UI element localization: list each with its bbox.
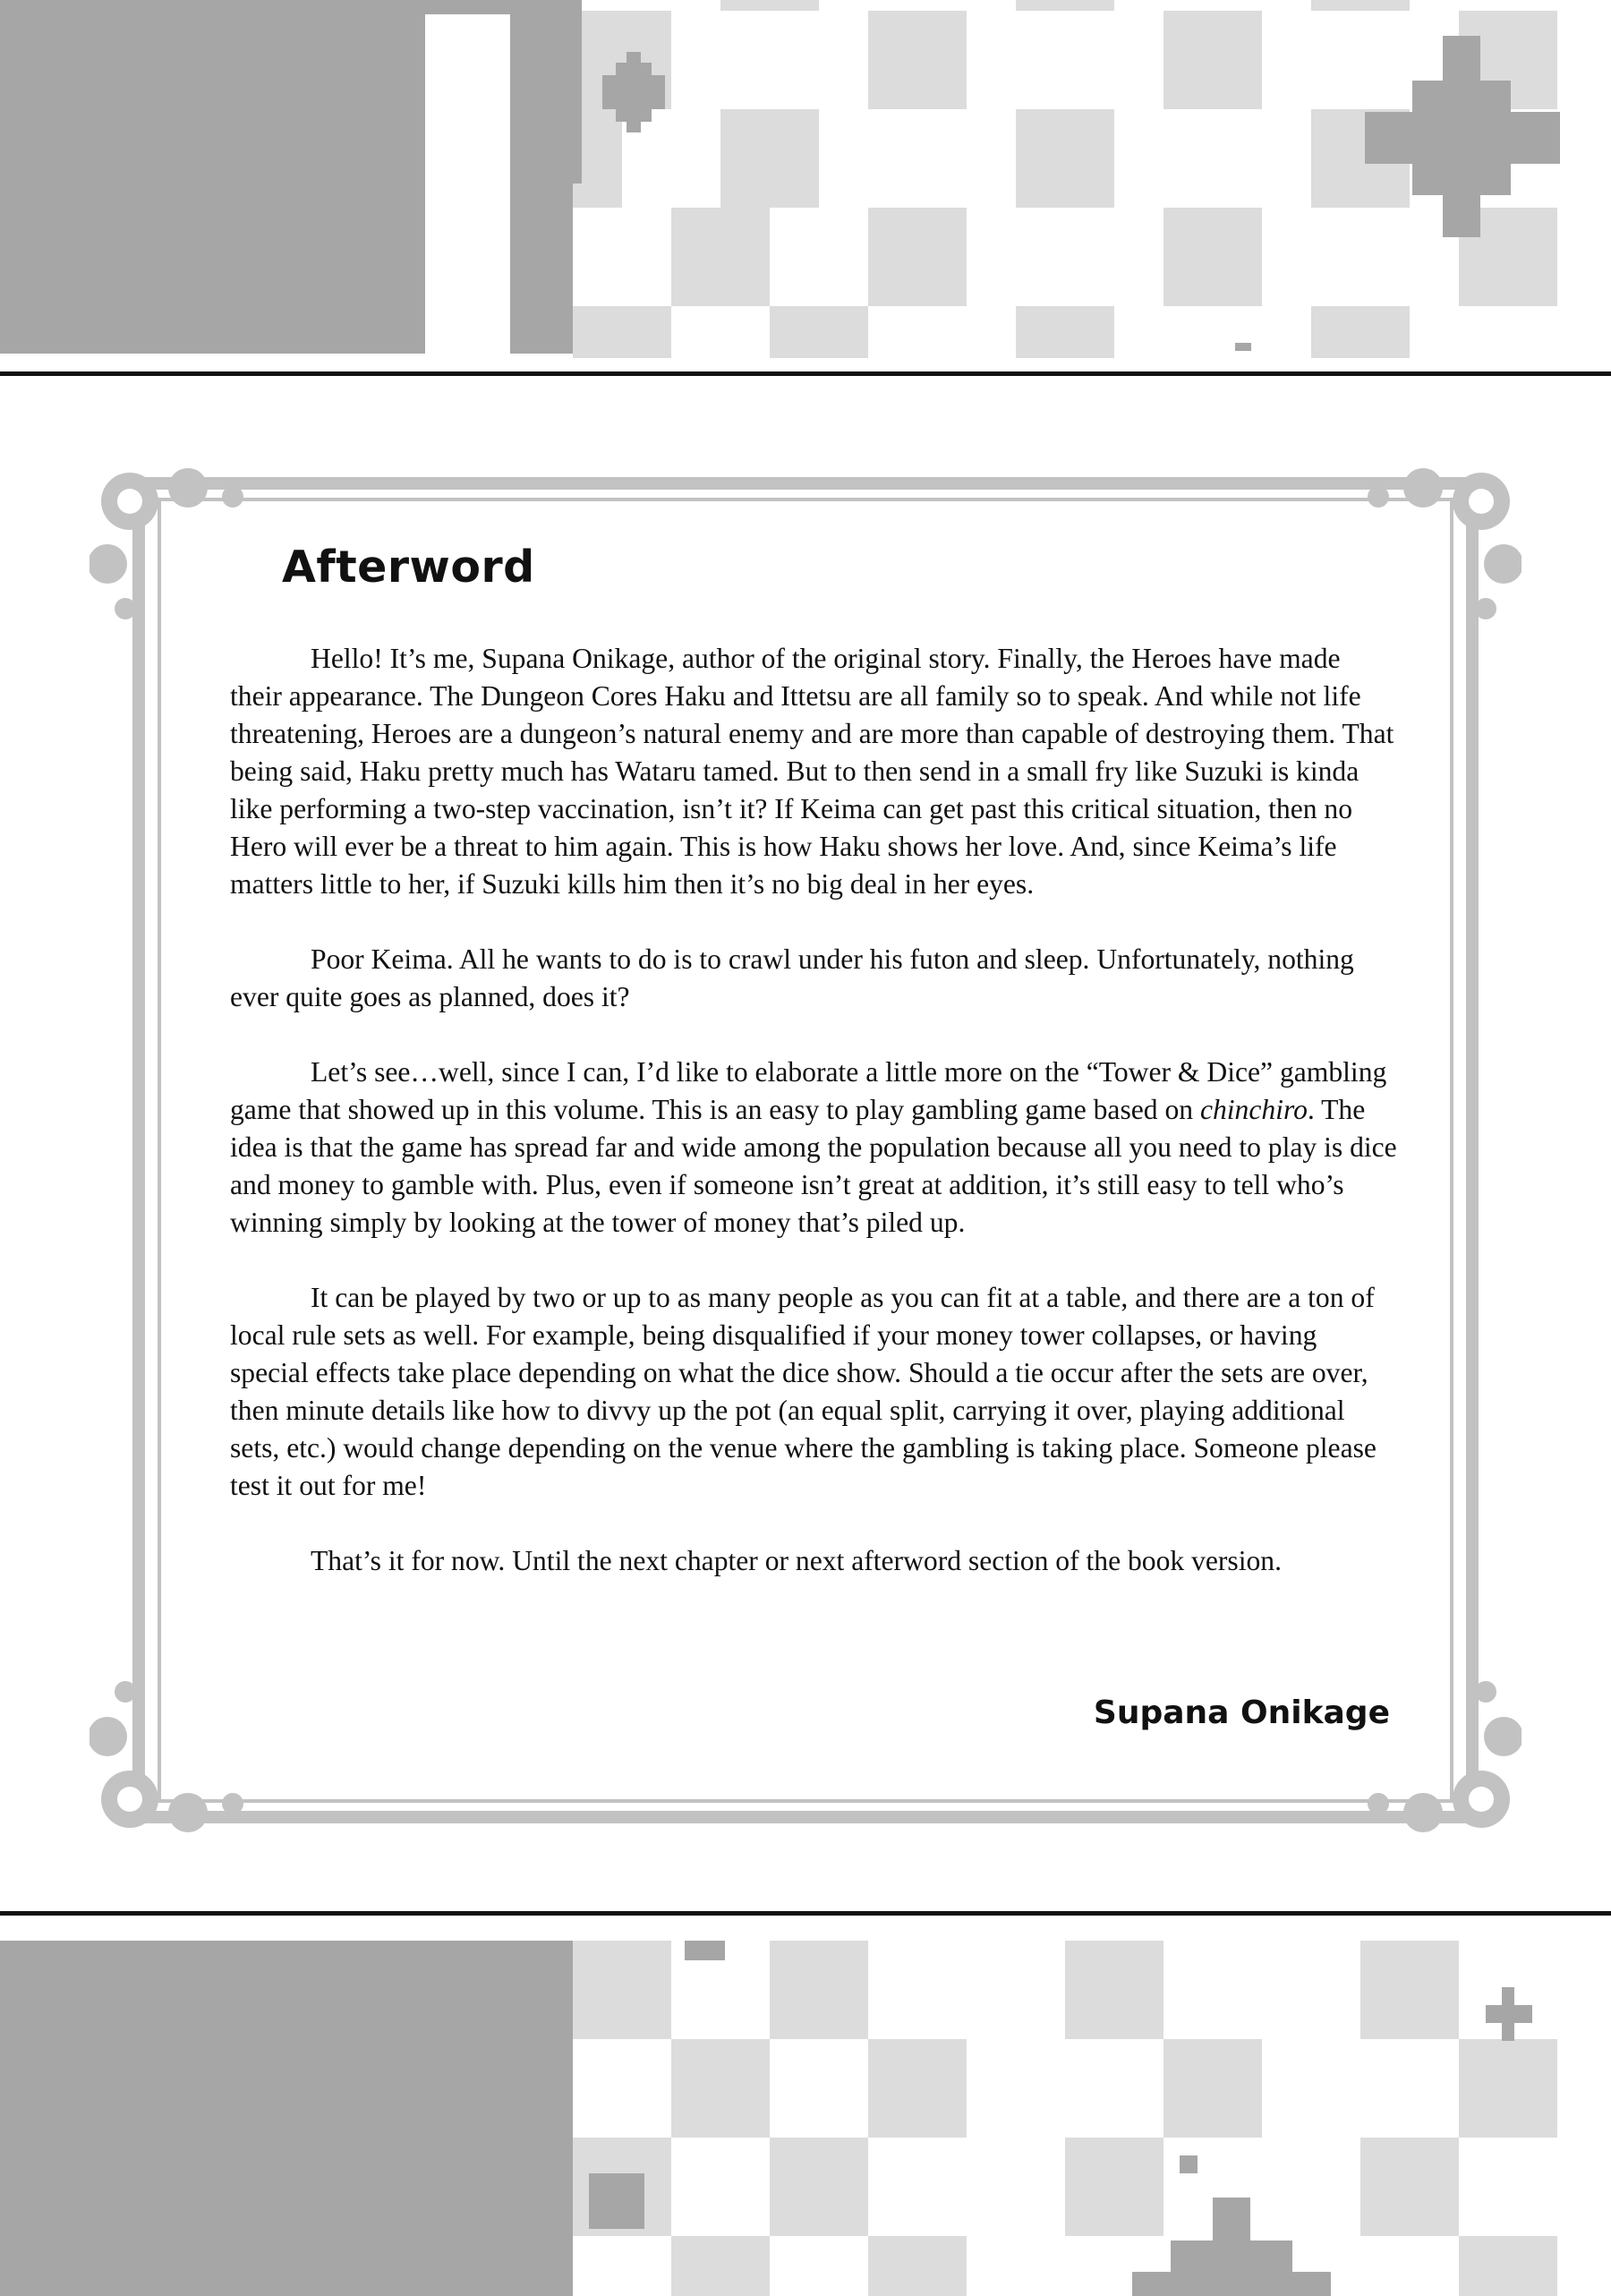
paragraph: It can be played by two or up to as many people as you can fit at a table, and there are a ton of local rule sets as well. For example, being disqualified if your money tower collapses, or having special effects take place depending on what the dice show. Should a tie occur after the sets are over, then minute details like how to divvy up the pot (an equal split, carrying it over, playing additional sets, etc.) would change depending on the venue where the gambling is taking place. Someone please test it out for me! bbox=[230, 1282, 1377, 1501]
top-divider-rule bbox=[0, 371, 1611, 376]
italic-term: chinchiro bbox=[1199, 1094, 1308, 1125]
corner-flourish-icon bbox=[1368, 468, 1522, 619]
corner-flourish-icon bbox=[90, 468, 243, 619]
paragraph: Let’s see…well, since I can, I’d like to elaborate a little more on the “Tower & Dice” gambling game that showed up in this volume. This is an easy to play gambling game based on chinchiro. The idea is that the game has spread far and wide among the population because all you need to play is dice and money to gamble with. Plus, even if someone isn’t great at addition, it’s still easy to tell who’s winning simply by looking at the tower of money that’s piled up. bbox=[230, 1056, 1397, 1238]
page-title: Afterword bbox=[282, 542, 535, 593]
bottom-checker-band bbox=[0, 1941, 1611, 2296]
paragraph: That’s it for now. Until the next chapter or next afterword section of the book version. bbox=[311, 1545, 1283, 1576]
bottom-checker-pattern bbox=[0, 1941, 1611, 2296]
top-checker-band bbox=[0, 0, 1611, 358]
plus-pixel-icon bbox=[1486, 1987, 1532, 2041]
top-checker-pattern bbox=[0, 0, 1611, 358]
paragraph: Poor Keima. All he wants to do is to crawl under his futon and sleep. Unfortunately, nothing ever quite goes as planned, does it? bbox=[230, 943, 1354, 1012]
corner-flourish-icon bbox=[90, 1681, 243, 1832]
corner-flourish-icon bbox=[1368, 1681, 1522, 1832]
paragraph: Hello! It’s me, Supana Onikage, author of the original story. Finally, the Heroes have made their appearance. The Dungeon Cores Haku and Ittetsu are all family so to speak. And while not life threatening, Heroes are a dungeon’s natural enemy and are more than capable of destroying them. That being said, Haku pretty much has Wataru tamed. But to then send in a small fry like Suzuki is kinda like performing a two-step vaccination, isn’t it? If Keima can get past this critical situation, then no Hero will ever be a threat to him again. This is how Haku shows her love. And, since Keima’s life matters little to her, if Suzuki kills him then it’s no big deal in her eyes. bbox=[230, 643, 1394, 900]
author-signature: Supana Onikage bbox=[1093, 1694, 1390, 1731]
bottom-divider-rule bbox=[0, 1911, 1611, 1916]
afterword-body bbox=[230, 640, 1398, 1580]
